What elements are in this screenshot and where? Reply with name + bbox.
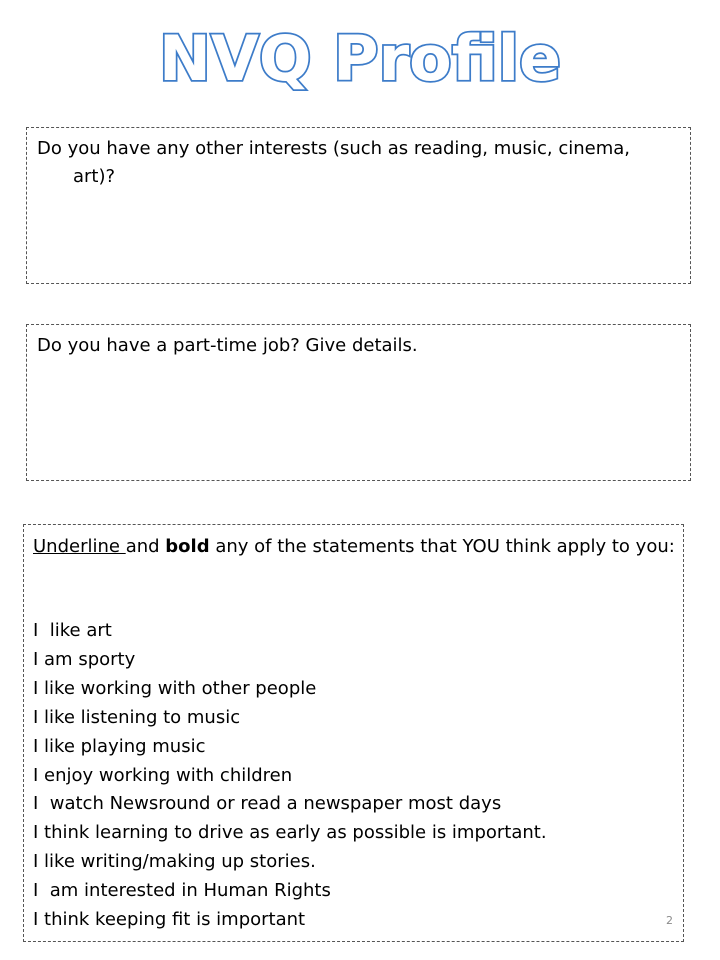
statements-list — [33, 617, 547, 935]
statement-item[interactable]: I enjoy working with children — [33, 764, 293, 786]
instruction-text — [33, 532, 675, 561]
instruction-rest: any of the statements that YOU think apply to you: — [209, 536, 675, 557]
page-title — [158, 18, 562, 98]
and-word: and — [125, 536, 166, 557]
statement-item[interactable]: I like writing/making up stories. — [33, 851, 316, 873]
title-text: NVQ Profile — [158, 22, 562, 95]
statement-item[interactable]: I think learning to drive as early as possible is important. — [33, 822, 547, 844]
statement-item[interactable]: I like art — [33, 620, 112, 641]
statement-item[interactable]: I think keeping fit is important — [33, 909, 306, 931]
part-time-job-question-box[interactable] — [26, 324, 691, 481]
statement-item[interactable]: I like listening to music — [33, 706, 241, 728]
interests-question: Do you have any other interests (such as reading, music, cinema, art)? — [37, 138, 631, 187]
title-wordart — [158, 18, 562, 98]
statement-item[interactable]: I am sporty — [33, 648, 136, 670]
page-number: 2 — [666, 914, 673, 927]
interests-question-box[interactable] — [26, 127, 691, 284]
statement-item[interactable]: I like playing music — [33, 735, 206, 757]
statement-item[interactable]: I like working with other people — [33, 677, 317, 699]
bold-word: bold — [165, 536, 210, 557]
statements-box — [23, 524, 684, 942]
statement-item[interactable]: I watch Newsround or read a newspaper most days — [33, 793, 502, 815]
part-time-job-question: Do you have a part-time job? Give details. — [37, 335, 418, 356]
statement-item[interactable]: I am interested in Human Rights — [33, 880, 331, 902]
underline-word: Underline — [33, 536, 126, 557]
